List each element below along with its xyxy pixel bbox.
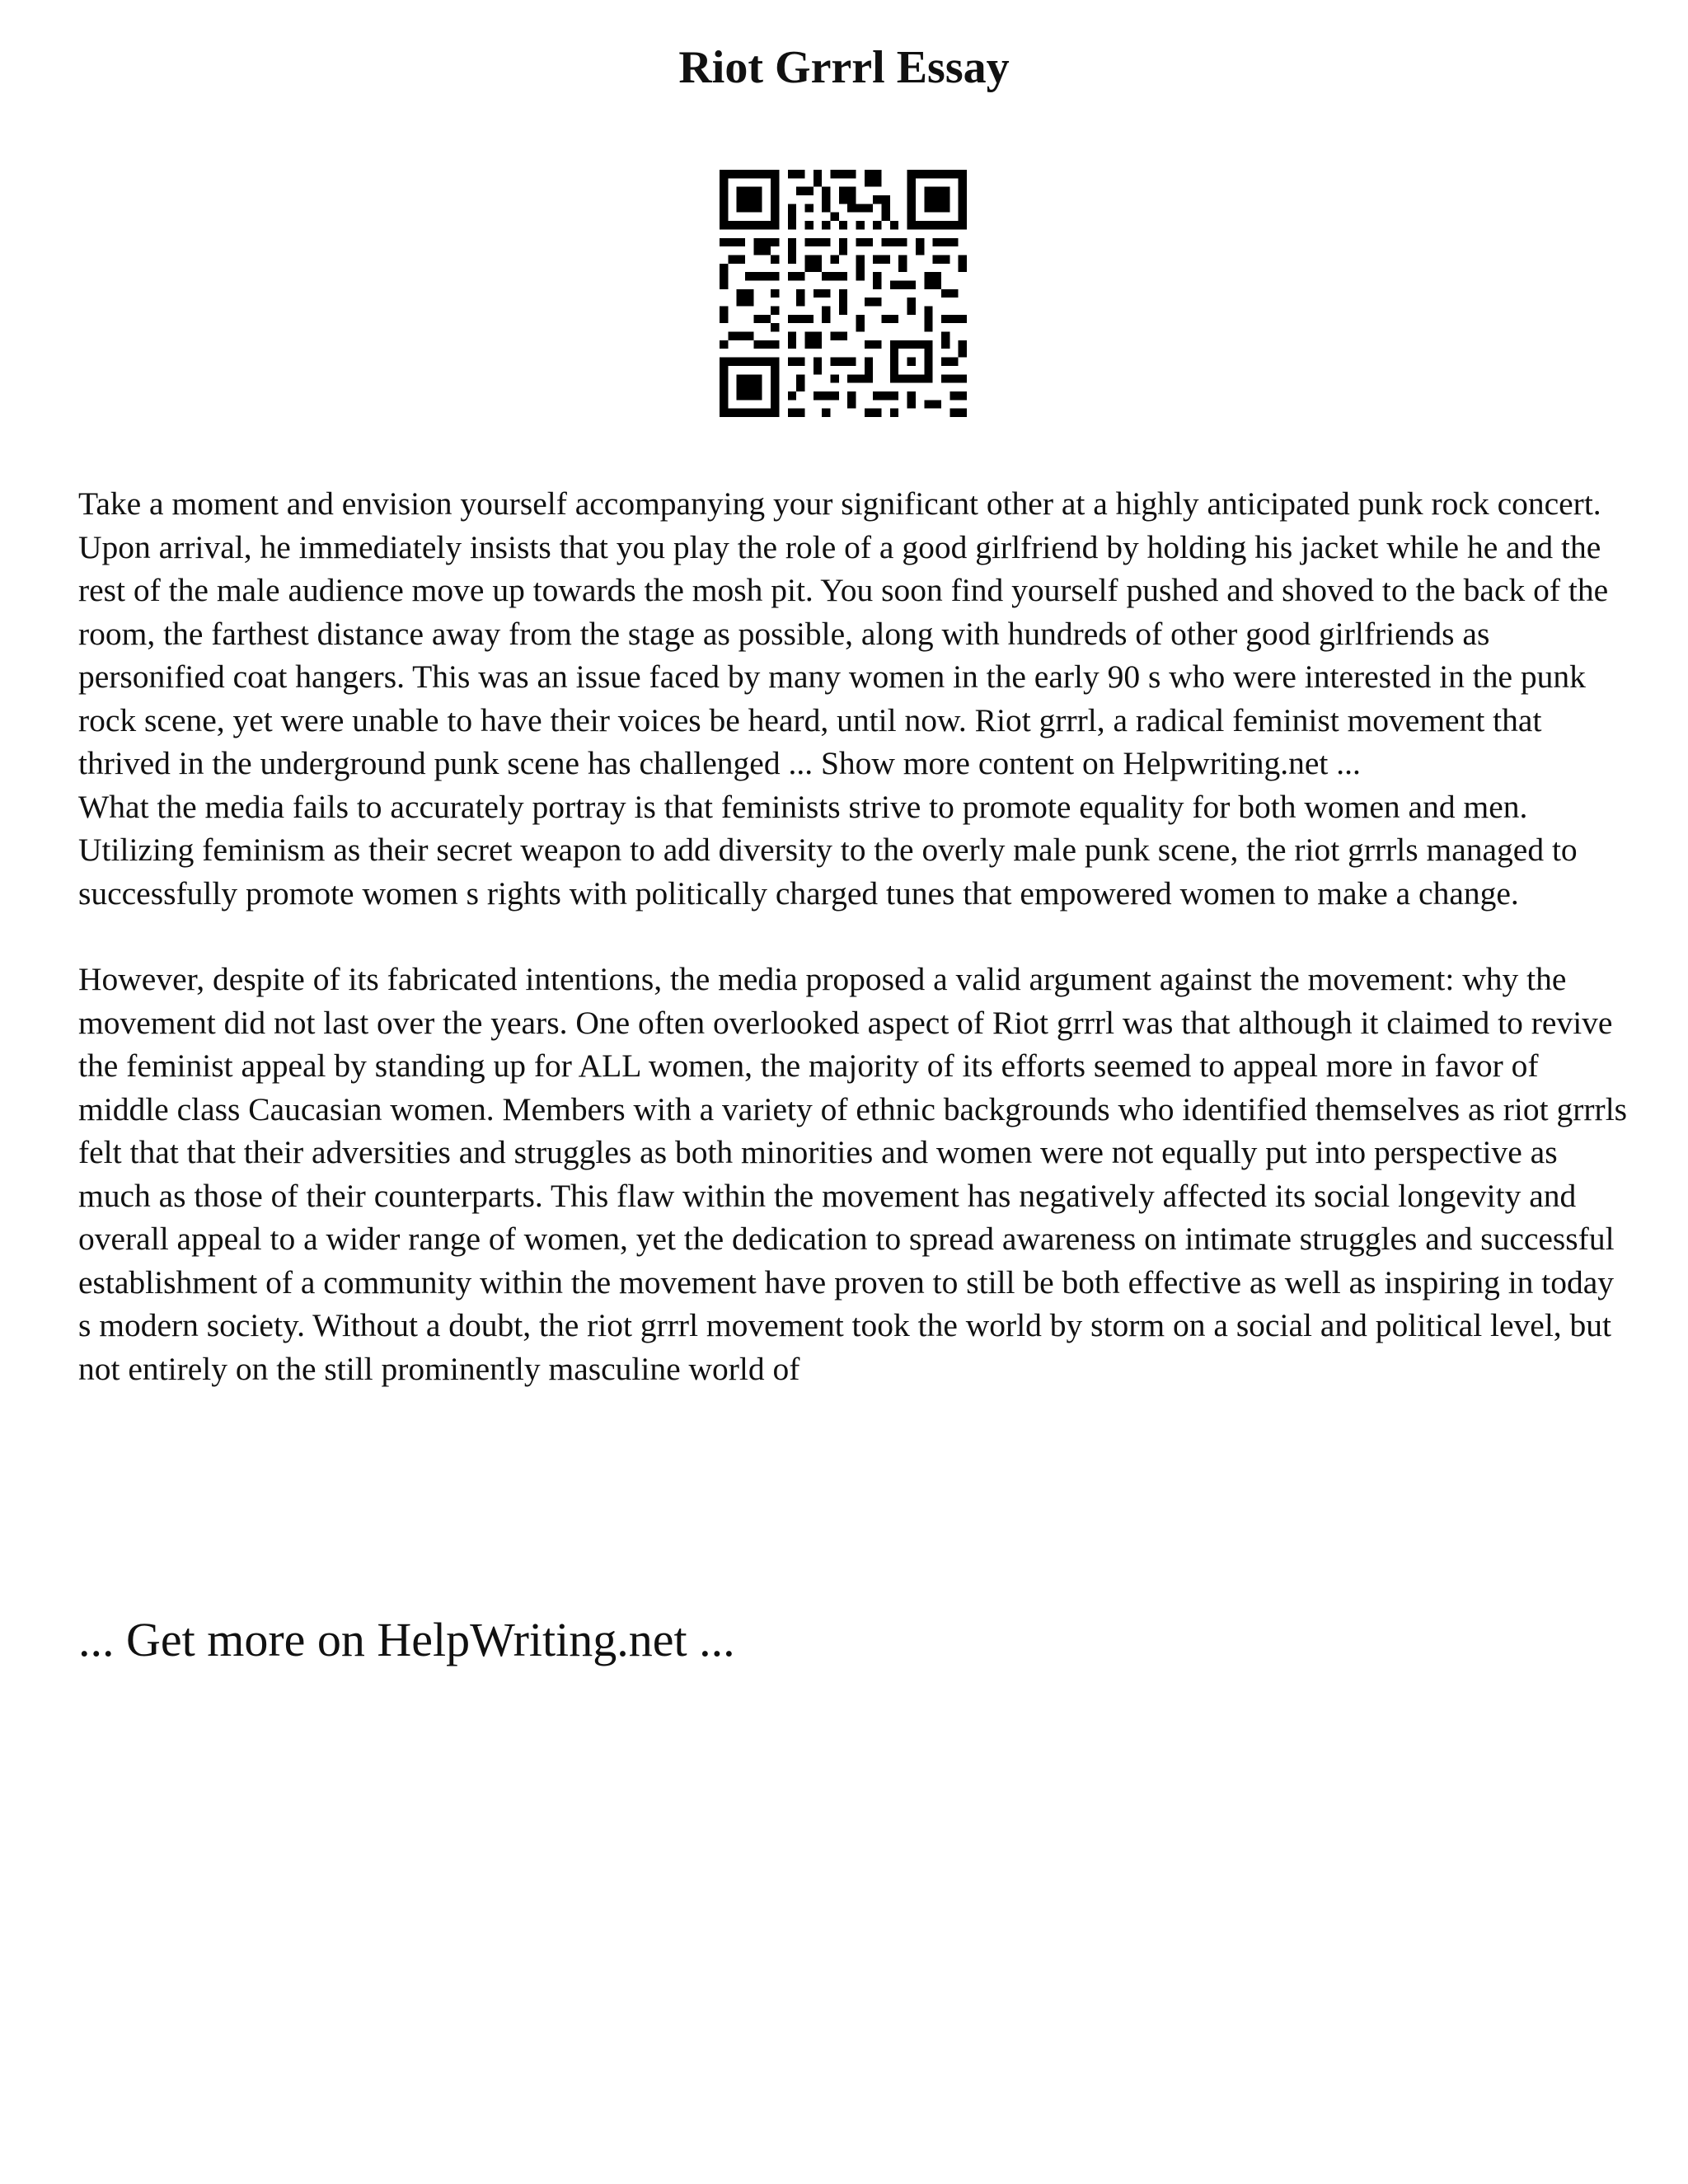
essay-paragraph: What the media fails to accurately portray is that feminists strive to promote equality for both women and men. Utilizing feminism as their secret weapon to add diversity to the overly male punk scene, the riot grrrls managed to successfully promote women s rights with politically charged tunes that empowered women to make a change. — [78, 788, 1578, 912]
essay-paragraph: However, despite of its fabricated intentions, the media proposed a valid argument against the movement: why the movement did not last over the years. One often overlooked aspect of Riot grrrl was that although it claimed to revive the feminist appeal by standing up for ALL women, the majority of its efforts seemed to appeal more in favor of middle class Caucasian women. Members with a variety of ethnic backgrounds who identified themselves as riot grrrls felt that that their adversities and struggles as both minorities and women were not equally put into perspective as much as those of their counterparts. This flaw within the movement has negatively affected its social longevity and overall appeal to a wider range of women, yet the dedication to spread awareness on intimate struggles and successful establishment of a community within the movement have proven to still be both effective as well as inspiring in today s modern society. Without a doubt, the riot grrrl movement took the world by storm on a social and political level, but not entirely on the still prominently masculine world of — [78, 961, 1628, 1387]
essay-paragraph: Take a moment and envision yourself accompanying your significant other at a highly anticipated punk rock concert. Upon arrival, he immediately insists that you play the role of a good girlfriend by holding his jacket while he and the rest of the male audience move up towards the mosh pit. You soon find yourself pushed and shoved to the back of the room, the farthest distance away from the stage as possible, along with hundreds of other good girlfriends as personified coat hangers. This was an issue faced by many women in the early 90 s who were interested in the punk rock scene, yet were unable to have their voices be heard, until now. Riot grrrl, a radical feminist movement that thrived in the underground punk scene has challenged ... Show more content on Helpwriting.net ... — [78, 485, 1609, 781]
qr-code-icon — [720, 170, 967, 417]
page-title: Riot Grrrl Essay — [678, 42, 1010, 93]
get-more-link[interactable]: ... Get more on HelpWriting.net ... — [78, 1613, 735, 1666]
paragraph-gap — [78, 915, 1628, 958]
essay-body — [78, 482, 1628, 1390]
